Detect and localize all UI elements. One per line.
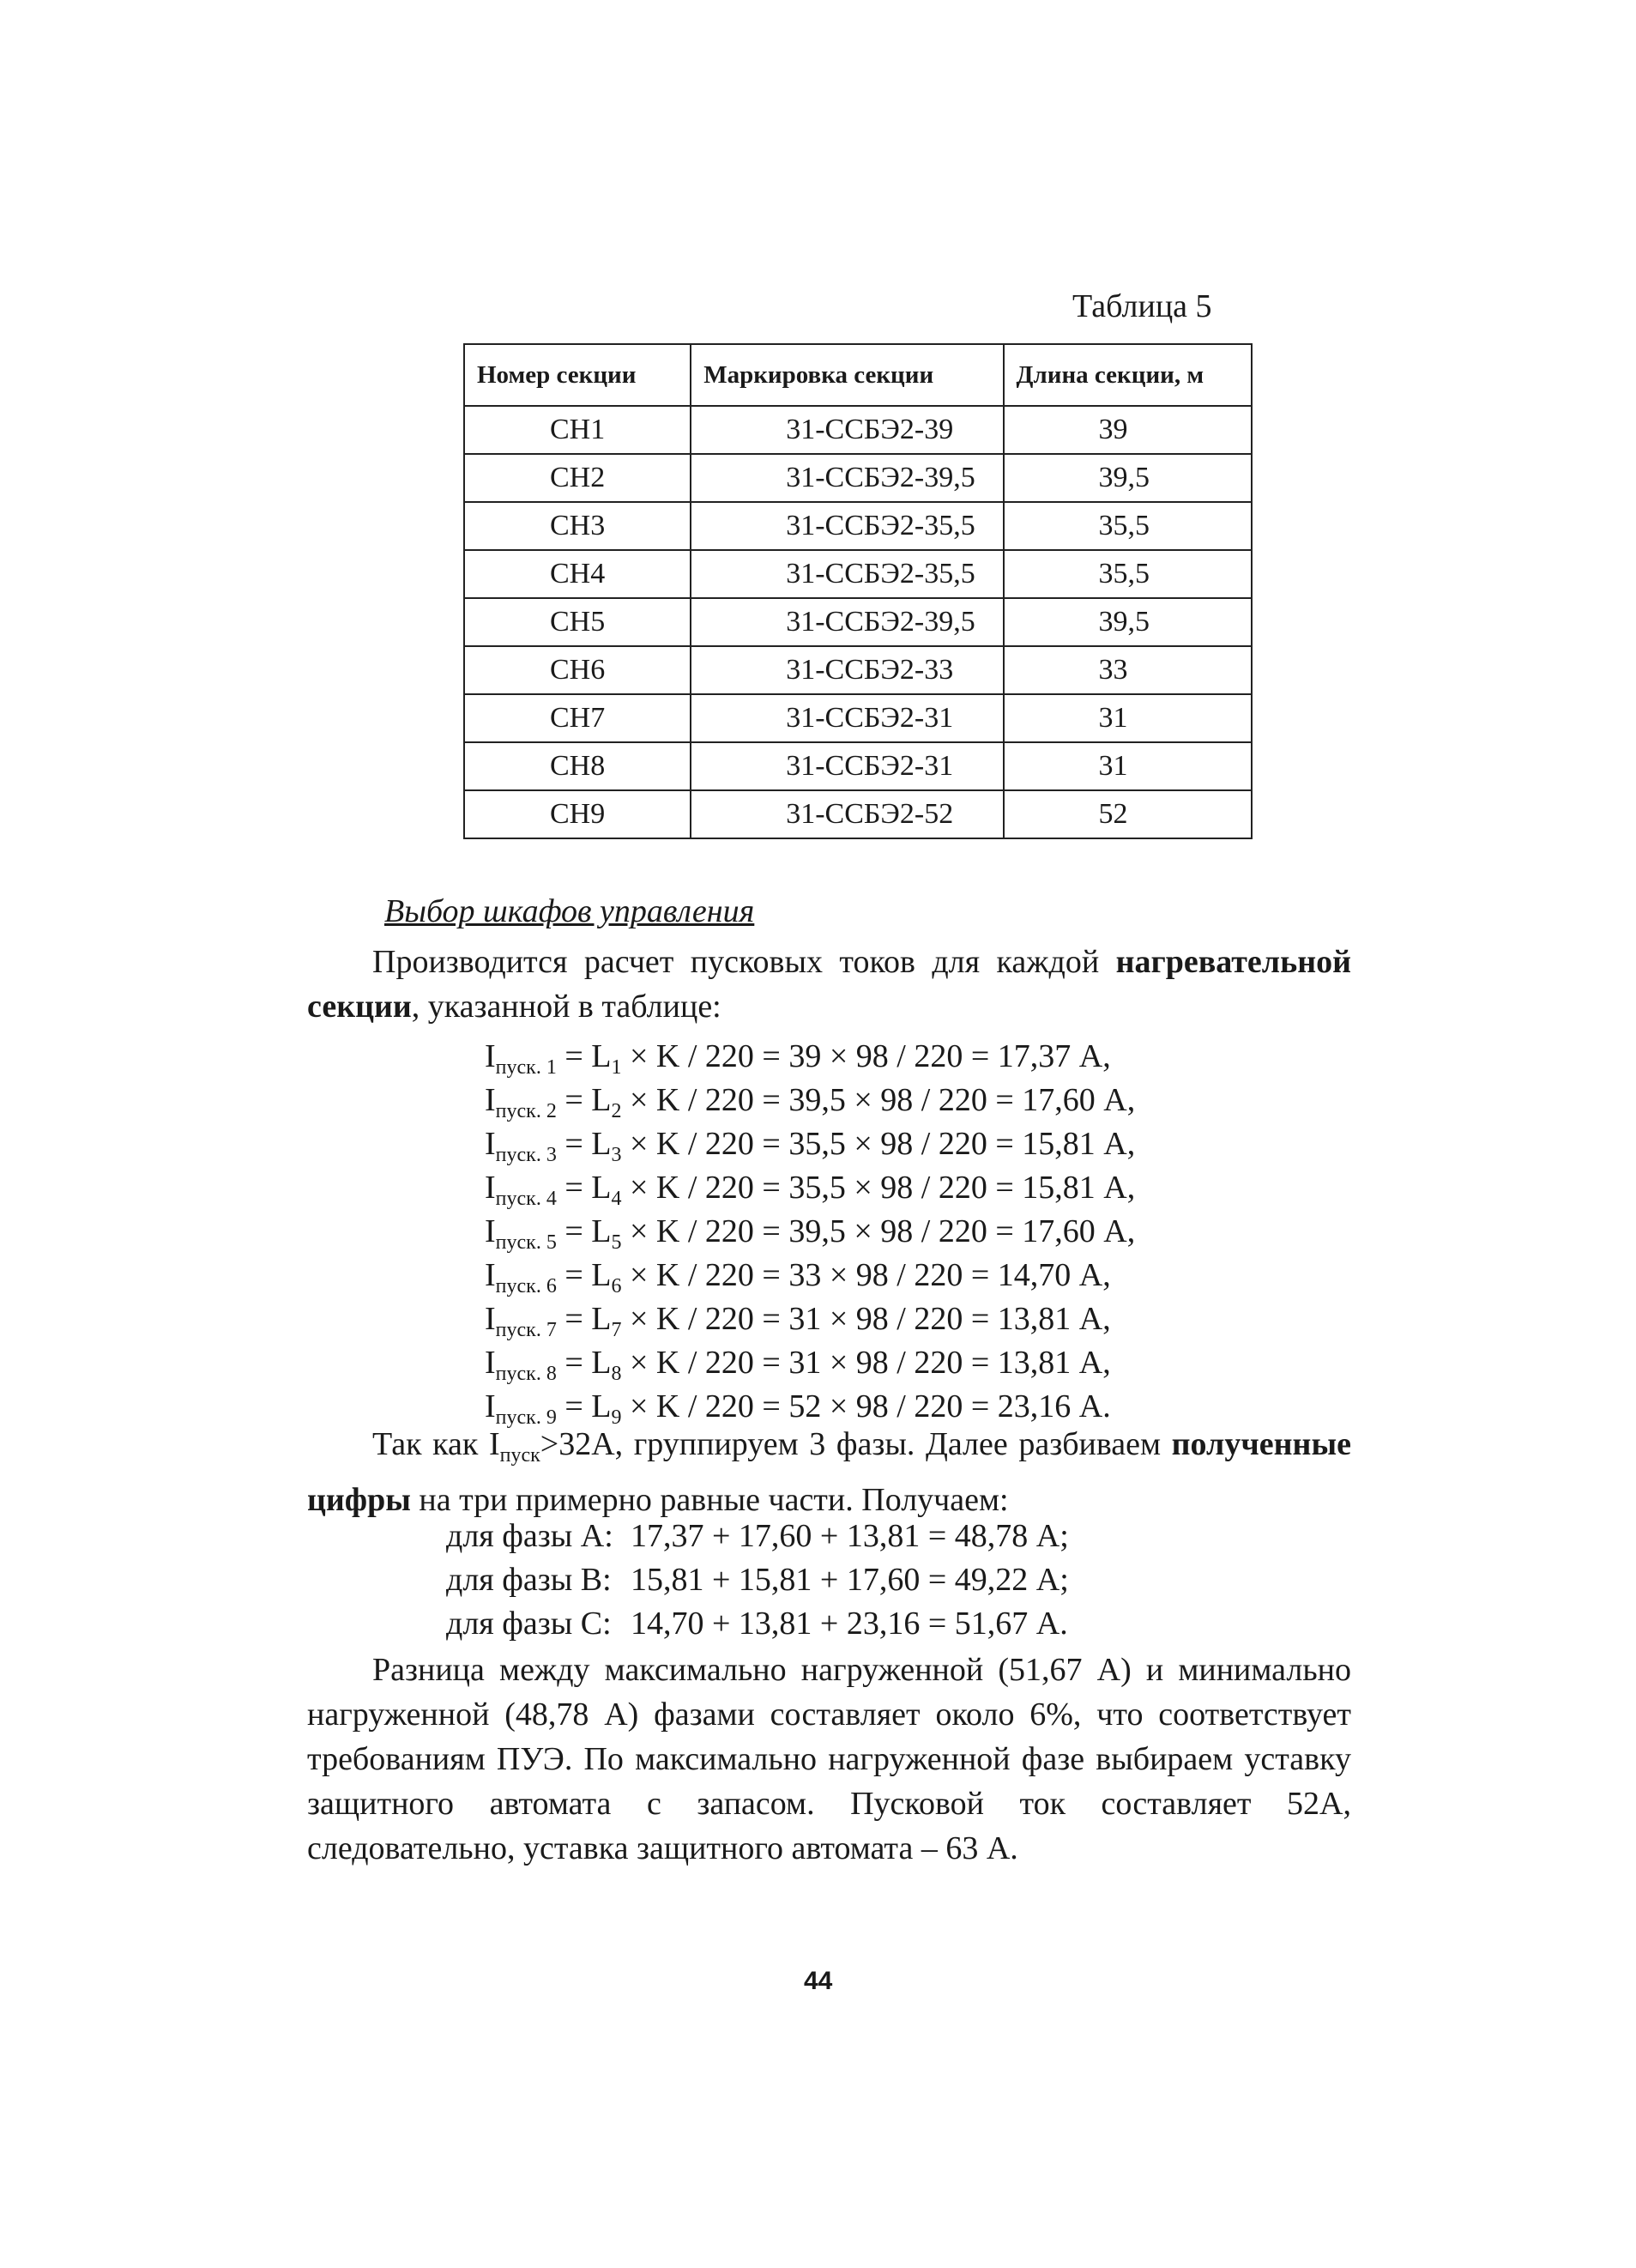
phase-row bbox=[446, 1602, 1069, 1646]
formula-line: $I_{пуск. 5} = L_5 \times K / 220 = 39,5 \times 98 / 220 = 17,60$ А, bbox=[485, 1213, 1136, 1254]
formula-subscript: пуск. 5 bbox=[495, 1231, 557, 1254]
formula-line: $I_{пуск. 8} = L_8 \times K / 220 = 31 \times 98 / 220 = 13,81$ А, bbox=[485, 1345, 1111, 1385]
formula-tail: × K / 220 = 52 × 98 / 220 = 23,16 А. bbox=[621, 1388, 1111, 1424]
phase-row bbox=[446, 1558, 1069, 1602]
sections-table bbox=[463, 343, 1253, 839]
table-row bbox=[464, 742, 1252, 790]
table-row bbox=[464, 646, 1252, 694]
paragraph-intro-end: , указанной в таблице: bbox=[411, 989, 721, 1025]
cell-section-marking: 31-ССБЭ2-33 bbox=[691, 646, 1003, 694]
paragraph-grouping-t2: >32А, группируем 3 фазы. Далее разбиваем bbox=[540, 1426, 1172, 1462]
formula-l-subscript: 9 bbox=[611, 1406, 622, 1429]
cell-section-length: 52 bbox=[1004, 790, 1252, 838]
cell-section-number: СН8 bbox=[464, 742, 691, 790]
cell-section-marking: 31-ССБЭ2-35,5 bbox=[691, 502, 1003, 550]
cell-section-length: 39,5 bbox=[1004, 454, 1252, 502]
formula-l-subscript: 3 bbox=[611, 1144, 622, 1166]
formula-tail: × K / 220 = 35,5 × 98 / 220 = 15,81 А, bbox=[621, 1170, 1136, 1206]
formula-subscript: пуск. 7 bbox=[495, 1319, 557, 1341]
paragraph-grouping-bold: полученные цифры bbox=[307, 1426, 1351, 1518]
phase-expression: 14,70 + 13,81 + 23,16 = 51,67 А. bbox=[631, 1606, 1068, 1642]
cell-section-marking: 31-ССБЭ2-52 bbox=[691, 790, 1003, 838]
column-header-section-marking: Маркировка секции bbox=[691, 344, 1003, 406]
formula-l-subscript: 7 bbox=[611, 1319, 622, 1341]
cell-section-marking: 31-ССБЭ2-39 bbox=[691, 406, 1003, 454]
cell-section-number: СН4 bbox=[464, 550, 691, 598]
formula-line: $I_{пуск. 7} = L_7 \times K / 220 = 31 \times 98 / 220 = 13,81$ А, bbox=[485, 1301, 1111, 1341]
formula-l-subscript: 8 bbox=[611, 1363, 622, 1385]
formula-rhs: = L bbox=[556, 1038, 612, 1074]
formula-tail: × K / 220 = 39,5 × 98 / 220 = 17,60 А, bbox=[621, 1213, 1136, 1249]
cell-section-number: СН2 bbox=[464, 454, 691, 502]
cell-section-number: СН6 bbox=[464, 646, 691, 694]
formula-l-subscript: 1 bbox=[611, 1056, 622, 1079]
formula-line: $I_{пуск. 9} = L_9 \times K / 220 = 52 \times 98 / 220 = 23,16$ А. bbox=[485, 1388, 1111, 1429]
formula-rhs: = L bbox=[556, 1345, 612, 1381]
formula-rhs: = L bbox=[556, 1388, 612, 1424]
cell-section-length: 33 bbox=[1004, 646, 1252, 694]
table-row bbox=[464, 790, 1252, 838]
formula-subscript: пуск. 9 bbox=[495, 1406, 557, 1429]
cell-section-marking: 31-ССБЭ2-39,5 bbox=[691, 598, 1003, 646]
formula-rhs: = L bbox=[556, 1126, 612, 1162]
formula-rhs: = L bbox=[556, 1170, 612, 1206]
cell-section-length: 31 bbox=[1004, 694, 1252, 742]
phase-label: для фазы В: bbox=[446, 1562, 612, 1598]
formula-line: $I_{пуск. 1} = L_1 \times K / 220 = 39 \times 98 / 220 = 17,37$ А, bbox=[485, 1038, 1111, 1079]
table-caption: Таблица 5 bbox=[1072, 288, 1212, 324]
phase-list bbox=[446, 1515, 1069, 1646]
table-row bbox=[464, 454, 1252, 502]
cell-section-number: СН7 bbox=[464, 694, 691, 742]
cell-section-length: 39,5 bbox=[1004, 598, 1252, 646]
cell-section-number: СН3 bbox=[464, 502, 691, 550]
formula-tail: × K / 220 = 39 × 98 / 220 = 17,37 А, bbox=[621, 1038, 1111, 1074]
paragraph-conclusion-text: Разница между максимально нагруженной (51,67 А) и минимально нагруженной (48,78 А) фазами составляет около 6%, что соответствует требованиям ПУЭ. По максимально нагруженной фазе выбираем уставку защитного автомата с запасом. Пусковой ток составляет 52А, следовательно, уставка защитного автомата – 63 А. bbox=[307, 1652, 1351, 1866]
paragraph-grouping-t1: Так как I bbox=[372, 1426, 500, 1462]
cell-section-marking: 31-ССБЭ2-31 bbox=[691, 694, 1003, 742]
formula-subscript: пуск. 3 bbox=[495, 1144, 557, 1166]
formula-l-subscript: 4 bbox=[611, 1188, 622, 1210]
paragraph-intro-bold: нагревательной секции bbox=[307, 944, 1351, 1025]
phase-row bbox=[446, 1515, 1069, 1558]
formula-tail: × K / 220 = 31 × 98 / 220 = 13,81 А, bbox=[621, 1301, 1111, 1337]
cell-section-length: 35,5 bbox=[1004, 550, 1252, 598]
formula-l-subscript: 5 bbox=[611, 1231, 622, 1254]
formula-rhs: = L bbox=[556, 1082, 612, 1118]
formula-line: $I_{пуск. 4} = L_4 \times K / 220 = 35,5 \times 98 / 220 = 15,81$ А, bbox=[485, 1170, 1136, 1210]
formula-rhs: = L bbox=[556, 1213, 612, 1249]
cell-section-length: 35,5 bbox=[1004, 502, 1252, 550]
table-row bbox=[464, 406, 1252, 454]
paragraph-grouping-subscript: пуск bbox=[499, 1444, 540, 1467]
table-header-row bbox=[464, 344, 1252, 406]
cell-section-marking: 31-ССБЭ2-39,5 bbox=[691, 454, 1003, 502]
phase-label: для фазы А: bbox=[446, 1518, 613, 1554]
cell-section-number: СН5 bbox=[464, 598, 691, 646]
formula-line: $I_{пуск. 6} = L_6 \times K / 220 = 33 \times 98 / 220 = 14,70$ А, bbox=[485, 1257, 1111, 1297]
formula-subscript: пуск. 4 bbox=[495, 1188, 557, 1210]
column-header-section-length: Длина секции, м bbox=[1004, 344, 1252, 406]
paragraph-grouping bbox=[307, 1422, 1351, 1522]
formula-l-subscript: 2 bbox=[611, 1100, 622, 1122]
cell-section-length: 39 bbox=[1004, 406, 1252, 454]
formula-l-subscript: 6 bbox=[611, 1275, 622, 1297]
phase-expression: 15,81 + 15,81 + 17,60 = 49,22 А; bbox=[631, 1562, 1069, 1598]
formula-tail: × K / 220 = 33 × 98 / 220 = 14,70 А, bbox=[621, 1257, 1111, 1293]
formula-subscript: пуск. 6 bbox=[495, 1275, 557, 1297]
paragraph-intro-start: Производится расчет пусковых токов для каждой bbox=[372, 944, 1116, 980]
column-header-section-number: Номер секции bbox=[464, 344, 691, 406]
table-row bbox=[464, 694, 1252, 742]
paragraph-intro bbox=[307, 940, 1351, 1029]
paragraph-grouping-t3: на три примерно равные части. Получаем: bbox=[410, 1482, 1009, 1518]
table-row bbox=[464, 502, 1252, 550]
cell-section-length: 31 bbox=[1004, 742, 1252, 790]
phase-label: для фазы С: bbox=[446, 1606, 612, 1642]
section-heading: Выбор шкафов управления bbox=[384, 893, 755, 929]
table-row bbox=[464, 550, 1252, 598]
formula-tail: × K / 220 = 39,5 × 98 / 220 = 17,60 А, bbox=[621, 1082, 1136, 1118]
phase-expression: 17,37 + 17,60 + 13,81 = 48,78 А; bbox=[631, 1518, 1069, 1554]
formula-subscript: пуск. 2 bbox=[495, 1100, 557, 1122]
formula-subscript: пуск. 1 bbox=[495, 1056, 557, 1079]
cell-section-number: СН9 bbox=[464, 790, 691, 838]
paragraph-conclusion bbox=[307, 1648, 1351, 1871]
formula-tail: × K / 220 = 31 × 98 / 220 = 13,81 А, bbox=[621, 1345, 1111, 1381]
page-number: 44 bbox=[804, 1967, 833, 1995]
table-row bbox=[464, 598, 1252, 646]
cell-section-marking: 31-ССБЭ2-35,5 bbox=[691, 550, 1003, 598]
formula-line: $I_{пуск. 3} = L_3 \times K / 220 = 35,5 \times 98 / 220 = 15,81$ А, bbox=[485, 1126, 1136, 1166]
formula-rhs: = L bbox=[556, 1257, 612, 1293]
cell-section-number: СН1 bbox=[464, 406, 691, 454]
formula-rhs: = L bbox=[556, 1301, 612, 1337]
formula-list bbox=[485, 1035, 1135, 1429]
cell-section-marking: 31-ССБЭ2-31 bbox=[691, 742, 1003, 790]
formula-line: $I_{пуск. 2} = L_2 \times K / 220 = 39,5 \times 98 / 220 = 17,60$ А, bbox=[485, 1082, 1136, 1122]
formula-subscript: пуск. 8 bbox=[495, 1363, 557, 1385]
formula-tail: × K / 220 = 35,5 × 98 / 220 = 15,81 А, bbox=[621, 1126, 1136, 1162]
